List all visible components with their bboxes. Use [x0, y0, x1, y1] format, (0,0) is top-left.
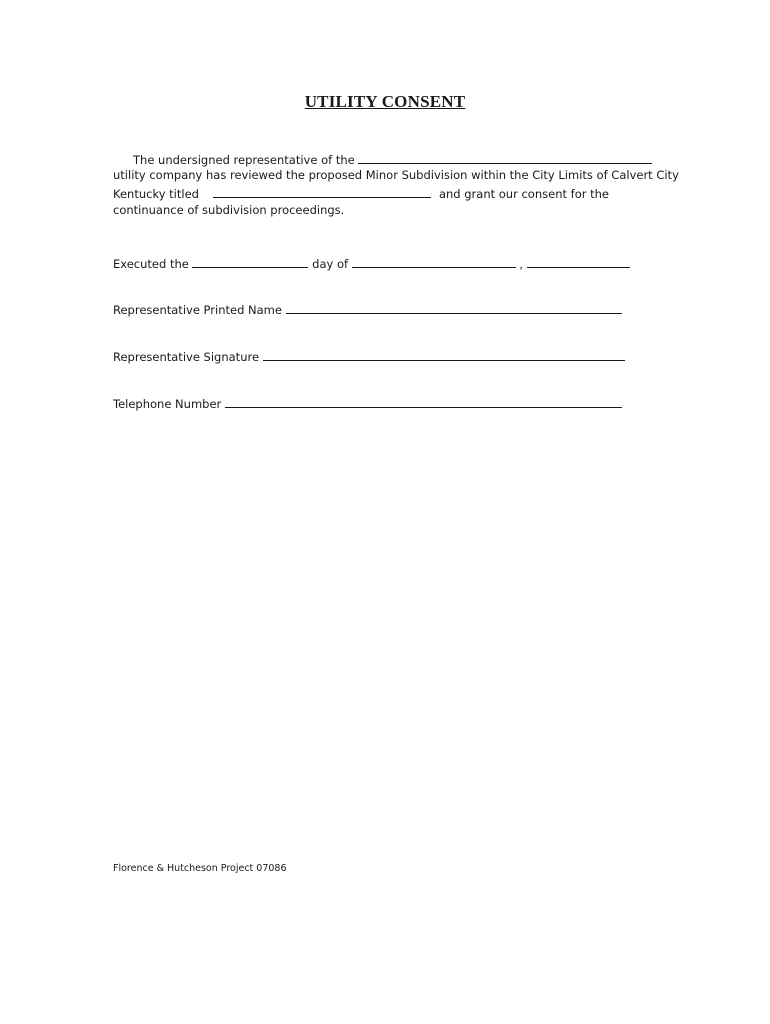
executed-label: Executed the [113, 257, 189, 271]
paragraph-line-3 [113, 186, 609, 201]
printed-name-blank[interactable] [286, 302, 622, 314]
utility-company-blank[interactable] [358, 152, 652, 164]
signature-line [113, 349, 625, 364]
telephone-blank[interactable] [225, 396, 622, 408]
executed-month-blank[interactable] [352, 256, 516, 268]
paragraph-line-3-end: and grant our consent for the [438, 187, 609, 201]
subdivision-title-blank[interactable] [213, 186, 431, 198]
paragraph-line-2: utility company has reviewed the proposed Minor Subdivision within the City Limits of Calvert City [113, 168, 679, 182]
footer-project: Florence & Hutcheson Project 07086 [113, 863, 287, 874]
signature-label: Representative Signature [113, 350, 260, 364]
telephone-line [113, 396, 622, 411]
executed-day-blank[interactable] [192, 256, 308, 268]
paragraph-line-1 [133, 152, 652, 167]
executed-year-blank[interactable] [527, 256, 630, 268]
paragraph-line-3-start: Kentucky titled [113, 187, 199, 201]
page-title: UTILITY CONSENT [304, 92, 466, 111]
executed-line [113, 256, 630, 271]
telephone-label: Telephone Number [113, 397, 222, 411]
printed-name-label: Representative Printed Name [113, 303, 282, 317]
paragraph-line-4: continuance of subdivision proceedings. [113, 203, 345, 217]
signature-blank[interactable] [263, 349, 625, 361]
printed-name-line [113, 302, 622, 317]
executed-comma: , [519, 257, 524, 271]
paragraph-line-1-text: The undersigned representative of the [133, 153, 355, 167]
day-of-label: day of [312, 257, 349, 271]
